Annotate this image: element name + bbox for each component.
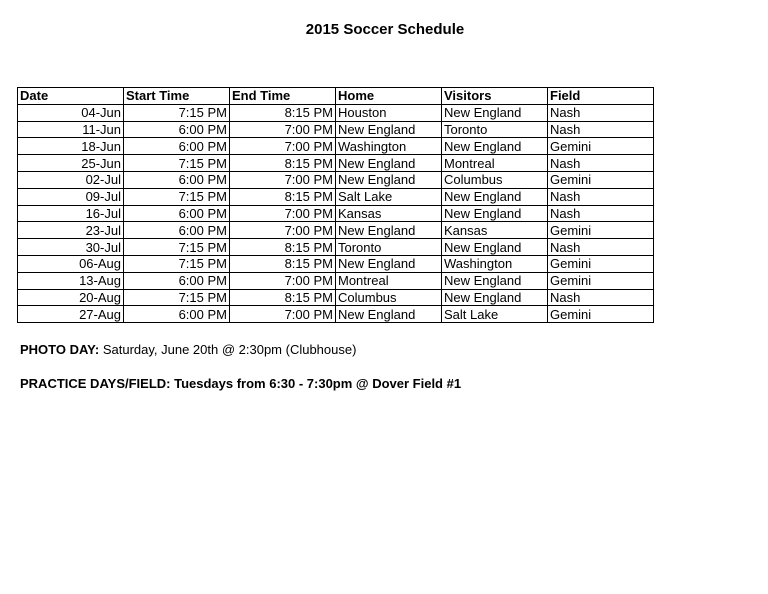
cell-home: New England [336,155,442,172]
photo-day-text: Saturday, June 20th @ 2:30pm (Clubhouse) [99,342,357,357]
cell-date: 30-Jul [18,239,124,256]
table-row [18,104,654,121]
cell-date: 18-Jun [18,138,124,155]
cell-home: New England [336,222,442,239]
cell-end-time: 7:00 PM [230,171,336,188]
cell-visitors: New England [442,138,548,155]
cell-visitors: New England [442,104,548,121]
cell-field: Nash [548,155,654,172]
table-row [18,255,654,272]
cell-start-time: 7:15 PM [124,255,230,272]
cell-field: Gemini [548,138,654,155]
table-row [18,272,654,289]
header-end-time: End Time [230,88,336,105]
cell-end-time: 8:15 PM [230,104,336,121]
cell-field: Nash [548,121,654,138]
cell-end-time: 7:00 PM [230,222,336,239]
cell-end-time: 8:15 PM [230,239,336,256]
header-home: Home [336,88,442,105]
cell-field: Nash [548,205,654,222]
header-field: Field [548,88,654,105]
photo-day-note [20,342,356,357]
cell-home: Montreal [336,272,442,289]
cell-start-time: 6:00 PM [124,138,230,155]
table-row [18,306,654,323]
cell-date: 20-Aug [18,289,124,306]
cell-field: Gemini [548,222,654,239]
cell-date: 25-Jun [18,155,124,172]
cell-home: Toronto [336,239,442,256]
cell-start-time: 7:15 PM [124,155,230,172]
cell-home: Washington [336,138,442,155]
cell-end-time: 7:00 PM [230,205,336,222]
cell-visitors: Washington [442,255,548,272]
cell-home: New England [336,306,442,323]
cell-visitors: Columbus [442,171,548,188]
cell-date: 13-Aug [18,272,124,289]
cell-date: 16-Jul [18,205,124,222]
cell-field: Nash [548,239,654,256]
cell-home: Columbus [336,289,442,306]
cell-start-time: 6:00 PM [124,121,230,138]
cell-start-time: 7:15 PM [124,104,230,121]
cell-date: 23-Jul [18,222,124,239]
cell-field: Nash [548,289,654,306]
header-visitors: Visitors [442,88,548,105]
table-row [18,171,654,188]
cell-visitors: New England [442,205,548,222]
cell-end-time: 7:00 PM [230,138,336,155]
cell-end-time: 7:00 PM [230,306,336,323]
cell-field: Gemini [548,255,654,272]
table-row [18,289,654,306]
cell-visitors: Salt Lake [442,306,548,323]
cell-field: Gemini [548,272,654,289]
table-row [18,188,654,205]
cell-field: Gemini [548,306,654,323]
table-header-row [18,88,654,105]
cell-start-time: 6:00 PM [124,222,230,239]
cell-start-time: 6:00 PM [124,272,230,289]
cell-field: Gemini [548,171,654,188]
cell-date: 02-Jul [18,171,124,188]
cell-visitors: New England [442,239,548,256]
cell-date: 06-Aug [18,255,124,272]
table-row [18,205,654,222]
cell-end-time: 8:15 PM [230,188,336,205]
table-row [18,138,654,155]
cell-end-time: 8:15 PM [230,155,336,172]
cell-field: Nash [548,188,654,205]
cell-start-time: 7:15 PM [124,289,230,306]
cell-date: 11-Jun [18,121,124,138]
cell-end-time: 7:00 PM [230,272,336,289]
schedule-table [17,87,654,323]
table-row [18,222,654,239]
cell-visitors: Montreal [442,155,548,172]
page-title: 2015 Soccer Schedule [305,21,465,38]
header-start-time: Start Time [124,88,230,105]
photo-day-label: PHOTO DAY: [20,342,100,357]
schedule-body [18,104,654,322]
cell-home: New England [336,255,442,272]
cell-start-time: 7:15 PM [124,188,230,205]
table-row [18,121,654,138]
cell-start-time: 7:15 PM [124,239,230,256]
cell-end-time: 8:15 PM [230,255,336,272]
cell-date: 04-Jun [18,104,124,121]
cell-end-time: 7:00 PM [230,121,336,138]
cell-home: Kansas [336,205,442,222]
cell-start-time: 6:00 PM [124,306,230,323]
cell-home: New England [336,171,442,188]
cell-visitors: New England [442,188,548,205]
header-date: Date [18,88,124,105]
cell-visitors: New England [442,289,548,306]
practice-note: PRACTICE DAYS/FIELD: Tuesdays from 6:30 - 7:30pm @ Dover Field #1 [20,376,462,391]
cell-visitors: Kansas [442,222,548,239]
cell-visitors: New England [442,272,548,289]
cell-date: 09-Jul [18,188,124,205]
cell-home: Houston [336,104,442,121]
cell-end-time: 8:15 PM [230,289,336,306]
cell-start-time: 6:00 PM [124,171,230,188]
cell-field: Nash [548,104,654,121]
cell-date: 27-Aug [18,306,124,323]
table-row [18,239,654,256]
cell-home: New England [336,121,442,138]
cell-start-time: 6:00 PM [124,205,230,222]
cell-visitors: Toronto [442,121,548,138]
table-row [18,155,654,172]
cell-home: Salt Lake [336,188,442,205]
